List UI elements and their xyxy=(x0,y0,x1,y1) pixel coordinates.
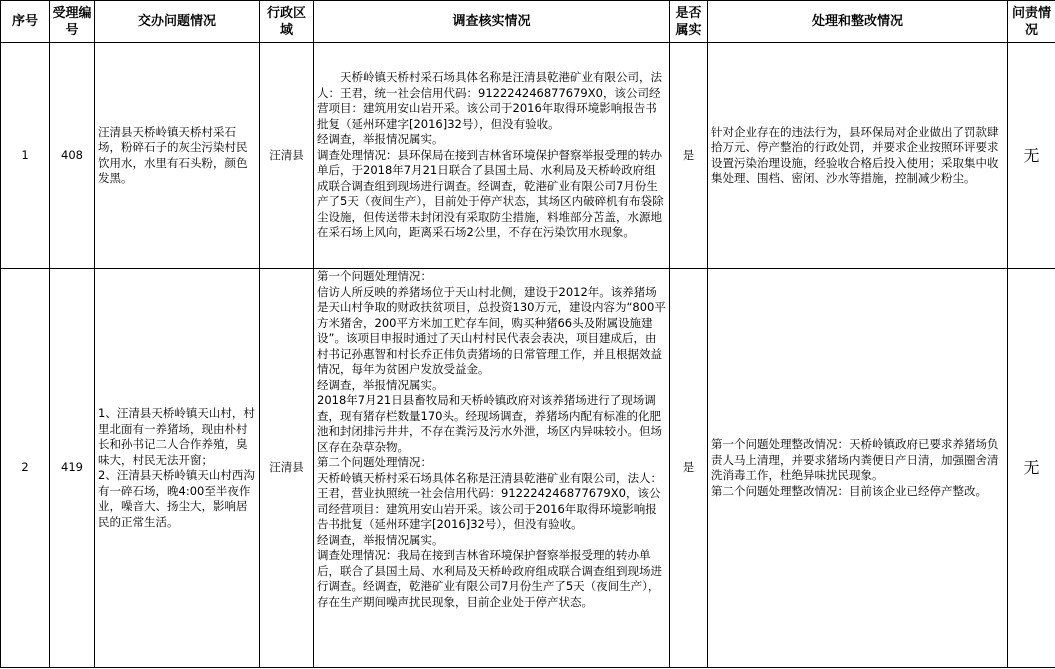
cell-accountability: 无 xyxy=(1008,269,1055,668)
cell-issue: 1、汪清县天桥岭镇天山村，村里北面有一养猪场，现由朴村长和孙书记二人合作养殖，臭味大，村民无法开窗； 2、汪清县天桥岭镇天山村西沟有一碎石场，晚4:00至半夜作业，噪音大、扬尘大，影响居民的正常生活。 xyxy=(95,269,260,668)
investigation-paragraph: 第二个问题处理情况： xyxy=(317,455,432,469)
header-verified: 是否属实 xyxy=(670,1,708,43)
table-row xyxy=(1,269,1055,668)
investigation-paragraph: 调查处理情况：我局在接到吉林省环境保护督察举报受理的转办单后，联合了县国土局、水利局及天桥岭政府组成联合调查组到现场进行调查。经调查，乾港矿业有限公司7月份生产了5天（夜间生产），存在生产期间噪声扰民现象，目前企业处于停产状态。 xyxy=(317,548,662,609)
cell-handling: 第一个问题处理整改情况：天桥岭镇政府已要求养猪场负责人马上清理，并要求猪场内粪便日产日清，加强圈舍清洗消毒工作，杜绝异味扰民现象。 第二个问题处理整改情况：目前该企业已经停产整改。 xyxy=(708,269,1008,668)
cell-verified: 是 xyxy=(670,43,708,269)
cell-region: 汪清县 xyxy=(260,269,314,668)
header-investigation: 调查核实情况 xyxy=(314,1,670,43)
cell-handling: 针对企业存在的违法行为，县环保局对企业做出了罚款肆拾万元、停产整治的行政处罚，并要求企业按照环评要求设置污染治理设施，经验收合格后投入使用；采取集中收集处理、围档、密闭、沙水等措施，控制减少粉尘。 xyxy=(708,43,1008,269)
cell-accountability: 无 xyxy=(1008,43,1055,269)
investigation-paragraph: 信访人所反映的养猪场位于天山村北侧，建设于2012年。该养猪场是天山村争取的财政扶贫项目，总投资130万元，建设内容为“800平方米猪舍，200平方米加工贮存车间，购买种猪66头及附属设施建设”。该项目申报时通过了天山村村民代表会表决，项目建成后，由村书记孙惠智和村长乔正伟负责猪场的日常管理工作，并且根据效益情况，每年为贫困户发放受益金。 xyxy=(317,284,666,376)
cell-id: 408 xyxy=(50,43,95,269)
cell-seq: 2 xyxy=(1,269,50,668)
cell-id: 419 xyxy=(50,269,95,668)
investigation-paragraph: 调查处理情况：县环保局在接到吉林省环境保护督察举报受理的转办单后，于2018年7月21日联合了县国土局、水利局及天桥岭政府组成联合调查组到现场进行调查。经调查，乾港矿业有限公司7月份生产了5天（夜间生产），目前处于停产状态，其场区内破碎机有布袋除尘设施，但传送带未封闭没有采取防尘措施，料堆部分苫盖，水源地在采石场上风向，距离采石场2公里，不存在污染饮用水现象。 xyxy=(317,147,664,240)
cell-investigation xyxy=(314,269,670,668)
cell-issue: 汪清县天桥岭镇天桥村采石场，粉碎石子的灰尘污染村民饮用水，水里有石头粉，颜色发黑。 xyxy=(95,43,260,269)
header-id: 受理编号 xyxy=(50,1,95,43)
header-handling: 处理和整改情况 xyxy=(708,1,1008,43)
table-row xyxy=(1,43,1055,269)
investigation-paragraph: 经调查，举报情况属实。 xyxy=(317,532,444,547)
investigation-paragraph: 经调查，举报情况属实。 xyxy=(317,377,444,392)
header-issue: 交办问题情况 xyxy=(95,1,260,43)
header-region: 行政区域 xyxy=(260,1,314,43)
cell-region: 汪清县 xyxy=(260,43,314,269)
investigation-paragraph: 经调查，举报情况属实。 xyxy=(317,132,444,147)
investigation-paragraph: 天桥岭镇天桥村采石场具体名称是汪清县乾港矿业有限公司，法人：王君，统一社会信用代码：912224246877679X0，该公司经营项目：建筑用安山岩开采。该公司于2016年取得环境影响报告书批复（延州环建字[2016]32号），但没有验收。 xyxy=(317,70,662,131)
header-seq: 序号 xyxy=(1,1,50,43)
investigation-paragraph: 第一个问题处理情况： xyxy=(317,269,432,283)
cell-seq: 1 xyxy=(1,43,50,269)
cell-investigation xyxy=(314,43,670,269)
header-accountability: 问责情况 xyxy=(1008,1,1055,43)
investigation-paragraph: 天桥岭镇天桥村采石场具体名称是汪清县乾港矿业有限公司，法人：王君，营业执照统一社会信用代码：912224246877679X0，该公司经营项目：建筑用安山岩开采。该公司于2016年取得环境影响报告书批复（延州环建字[2016]32号），但没有验收。 xyxy=(317,470,662,531)
header-row xyxy=(1,1,1055,43)
cell-verified: 是 xyxy=(670,269,708,668)
investigation-paragraph: 2018年7月21日县畜牧局和天桥岭镇政府对该养猪场进行了现场调查，现有猪存栏数量170头。经现场调查，养猪场内配有标准的化肥池和封闭排污井井，不存在粪污及污水外泄，场区内异味较小。但场区存在杂草杂物。 xyxy=(317,393,662,454)
